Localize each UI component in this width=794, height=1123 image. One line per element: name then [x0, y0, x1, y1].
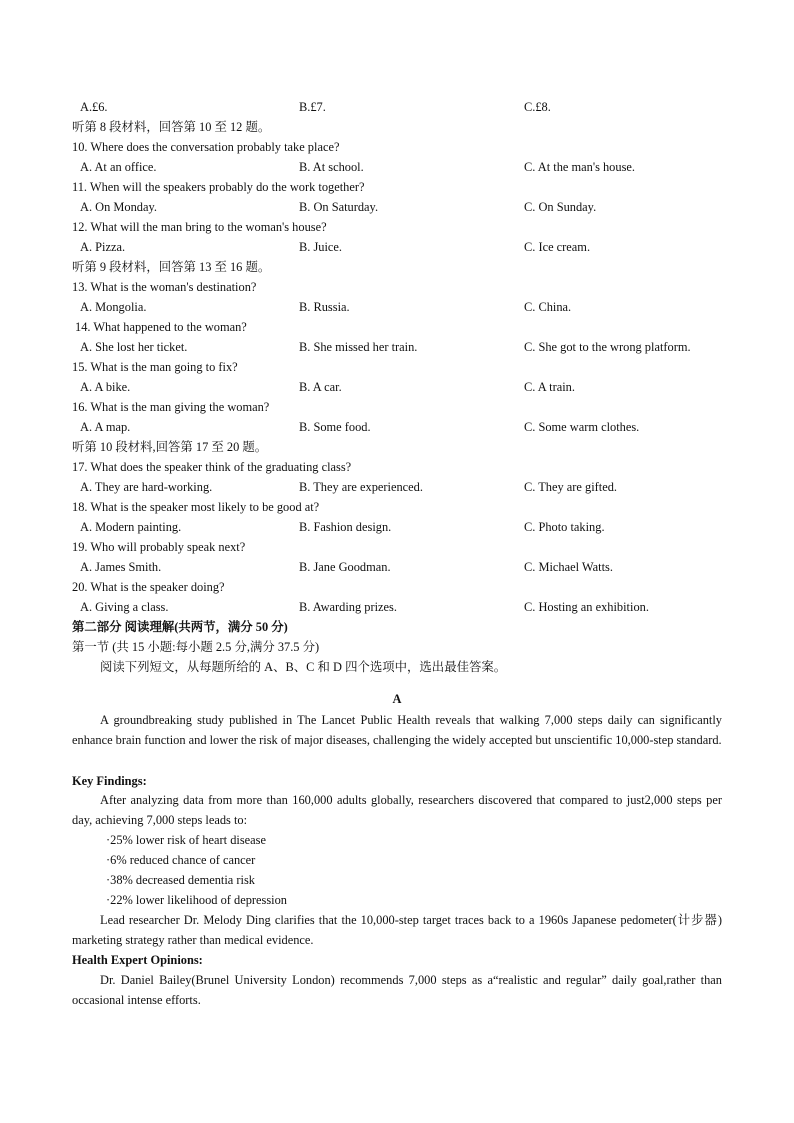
q12-option-b: B. Juice.: [299, 240, 343, 254]
section-1-title: 第一节 (共 15 小题:每小题 2.5 分,满分 37.5 分): [72, 640, 320, 654]
finding-bullet: ·6% reduced chance of cancer: [106, 853, 256, 867]
findings-paragraph-text: After analyzing data from more than 160,000 adults globally, researchers discovered that compared to just2,000 steps per day, achieving 7,000 steps leads to:: [72, 793, 722, 827]
q18-stem: 18. What is the speaker most likely to be good at?: [72, 500, 320, 514]
finding-bullet: ·38% decreased dementia risk: [106, 873, 255, 887]
q15-option-b: B. A car.: [299, 380, 342, 394]
q14-option-b: B. She missed her train.: [299, 340, 418, 354]
q12-stem: 12. What will the man bring to the woman's house?: [72, 220, 327, 234]
q18-option-b: B. Fashion design.: [299, 520, 392, 534]
q20-option-b: B. Awarding prizes.: [299, 600, 397, 614]
q10-option-c: C. At the man's house.: [524, 160, 635, 174]
q20-option-c: C. Hosting an exhibition.: [524, 600, 649, 614]
q10-stem: 10. Where does the conversation probably take place?: [72, 140, 340, 154]
lead-researcher-paragraph: [72, 910, 722, 950]
q14-stem: 14. What happened to the woman?: [75, 320, 247, 334]
q18-option-a: A. Modern painting.: [80, 520, 182, 534]
reading-instructions: 阅读下列短文，从每题所给的 A、B、C 和 D 四个选项中，选出最佳答案。: [100, 660, 507, 674]
q12-option-a: A. Pizza.: [80, 240, 126, 254]
key-findings-heading: Key Findings:: [72, 774, 147, 788]
passage-intro-text: A groundbreaking study published in The Lancet Public Health reveals that walking 7,000 steps daily can significantly enhance brain function and lower the risk of major diseases, challenging the widely accepted but unscientific 10,000-step standard.: [72, 713, 722, 747]
findings-paragraph: [72, 790, 722, 830]
q13-option-c: C. China.: [524, 300, 572, 314]
q20-stem: 20. What is the speaker doing?: [72, 580, 225, 594]
q11-option-b: B. On Saturday.: [299, 200, 379, 214]
q10-option-a: A. At an office.: [80, 160, 157, 174]
q20-option-a: A. Giving a class.: [80, 600, 169, 614]
lead-researcher-text: Lead researcher Dr. Melody Ding clarifies that the 10,000-step target traces back to a 1960s Japanese pedometer(计步器) marketing strategy rather than medical evidence.: [72, 913, 722, 947]
q19-option-a: A. James Smith.: [80, 560, 162, 574]
q15-option-c: C. A train.: [524, 380, 575, 394]
q14-option-c: C. She got to the wrong platform.: [524, 340, 691, 354]
expert-opinion-paragraph: [72, 970, 722, 1010]
section-8-instruction: 听第 8 段材料，回答第 10 至 12 题。: [72, 120, 271, 134]
q16-option-a: A. A map.: [80, 420, 131, 434]
expert-opinion-text: Dr. Daniel Bailey(Brunel University London) recommends 7,000 steps as a“realistic and regular” daily goal,rather than occasional intense efforts.: [72, 973, 722, 1007]
q14-option-a: A. She lost her ticket.: [80, 340, 188, 354]
passage-intro: [72, 710, 722, 750]
q17-option-a: A. They are hard-working.: [80, 480, 213, 494]
q16-stem: 16. What is the man giving the woman?: [72, 400, 270, 414]
q16-option-c: C. Some warm clothes.: [524, 420, 640, 434]
q18-option-c: C. Photo taking.: [524, 520, 605, 534]
q13-stem: 13. What is the woman's destination?: [72, 280, 257, 294]
q17-stem: 17. What does the speaker think of the graduating class?: [72, 460, 352, 474]
passage-letter: A: [392, 692, 402, 706]
q19-stem: 19. Who will probably speak next?: [72, 540, 246, 554]
q9-option-c: C.£8.: [524, 100, 551, 114]
finding-bullet: ·25% lower risk of heart disease: [106, 833, 266, 847]
q19-option-c: C. Michael Watts.: [524, 560, 613, 574]
q11-option-a: A. On Monday.: [80, 200, 157, 214]
q11-option-c: C. On Sunday.: [524, 200, 597, 214]
q16-option-b: B. Some food.: [299, 420, 371, 434]
q15-stem: 15. What is the man going to fix?: [72, 360, 238, 374]
finding-bullet: ·22% lower likelihood of depression: [106, 893, 288, 907]
section-9-instruction: 听第 9 段材料，回答第 13 至 16 题。: [72, 260, 271, 274]
q9-option-a: A.£6.: [80, 100, 108, 114]
q15-option-a: A. A bike.: [80, 380, 131, 394]
health-expert-heading: Health Expert Opinions:: [72, 953, 203, 967]
q13-option-a: A. Mongolia.: [80, 300, 147, 314]
section-10-instruction: 听第 10 段材料,回答第 17 至 20 题。: [72, 440, 268, 454]
q19-option-b: B. Jane Goodman.: [299, 560, 391, 574]
q12-option-c: C. Ice cream.: [524, 240, 591, 254]
q11-stem: 11. When will the speakers probably do the work together?: [72, 180, 365, 194]
q10-option-b: B. At school.: [299, 160, 364, 174]
q13-option-b: B. Russia.: [299, 300, 350, 314]
part-2-title: 第二部分 阅读理解(共两节，满分 50 分): [72, 620, 288, 634]
q9-option-b: B.£7.: [299, 100, 326, 114]
q17-option-b: B. They are experienced.: [299, 480, 423, 494]
q17-option-c: C. They are gifted.: [524, 480, 618, 494]
